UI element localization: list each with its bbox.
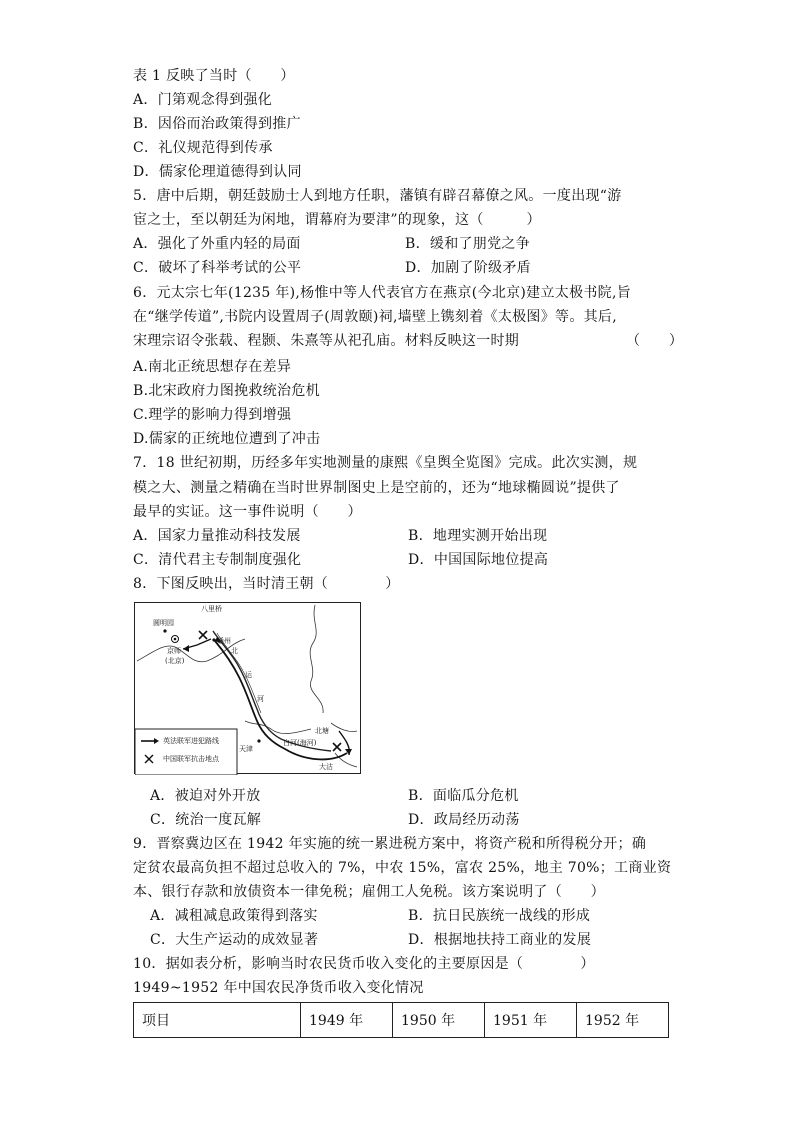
table-header-cell: 1951 年 bbox=[485, 1003, 577, 1038]
q5-line-1: 5．唐中后期，朝廷鼓励士人到地方任职，藩镇有辟召幕僚之风。一度出现“游 bbox=[133, 188, 622, 204]
q7-line-3: 最早的实证。这一事件说明（ ） bbox=[133, 504, 362, 520]
label-he: 河 bbox=[257, 695, 264, 703]
label-tongzhou: 通州 bbox=[217, 637, 231, 645]
label-yuanmingyuan: 圆明园 bbox=[153, 619, 174, 627]
q8-option-a: A．被迫对外开放 bbox=[150, 788, 261, 804]
q5-option-d: D．加剧了阶级矛盾 bbox=[405, 260, 531, 276]
q6-line-3: 宋理宗诏令张载、程颢、朱熹等从祀孔庙。材料反映这一时期 bbox=[133, 333, 520, 349]
q7-option-d: D．中国国际地位提高 bbox=[408, 552, 549, 568]
q4-stem: 表 1 反映了当时（ ） bbox=[133, 68, 295, 84]
table-header-cell: 1952 年 bbox=[577, 1003, 669, 1038]
q9-line-2: 定贫农最高负担不超过总收入的 7%，中农 15%，富农 25%，地主 70%；工商业资 bbox=[133, 860, 672, 876]
label-dagu: 大沽 bbox=[319, 763, 333, 771]
table-header-row bbox=[134, 1003, 669, 1038]
label-beijing: (北京) bbox=[165, 657, 185, 665]
q4-option-b: B．因俗而治政策得到推广 bbox=[133, 116, 301, 132]
historical-map bbox=[134, 602, 361, 774]
label-bei: 北 bbox=[231, 647, 238, 655]
q9-line-3: 本、银行存款和放债资本一律免税；雇佣工人免税。该方案说明了（ ） bbox=[133, 884, 605, 900]
table-header-cell: 项目 bbox=[134, 1003, 301, 1038]
q6-option-b: B.北宋政府力图挽救统治危机 bbox=[133, 383, 320, 399]
q7-line-2: 模之大、测量之精确在当时世界制图史上是空前的，还为“地球椭圆说”提供了 bbox=[133, 480, 620, 496]
q7-option-b: B．地理实测开始出现 bbox=[408, 528, 548, 544]
q6-option-c: C.理学的影响力得到增强 bbox=[133, 407, 292, 423]
q6-line-1: 6．元太宗七年(1235 年),杨惟中等人代表官方在燕京(今北京)建立太极书院,旨 bbox=[133, 285, 632, 301]
q7-option-c: C．清代君主专制制度强化 bbox=[133, 552, 302, 568]
q8-option-b: B．面临瓜分危机 bbox=[408, 788, 519, 804]
q10-table-caption: 1949~1952 年中国农民净货币收入变化情况 bbox=[133, 980, 424, 996]
q6-line-2: 在“继学传道”,书院内设置周子(周敦颐)祠,墙壁上镌刻着《太极图》等。其后, bbox=[133, 309, 617, 325]
legend-route-label: 英法联军进犯路线 bbox=[163, 737, 219, 745]
q6-option-d: D.儒家的正统地位遭到了冲击 bbox=[133, 431, 321, 447]
q7-line-1: 7．18 世纪初期，历经多年实地测量的康熙《皇舆全览图》完成。此次实测，规 bbox=[133, 455, 638, 471]
label-tianjin: 天津 bbox=[239, 745, 253, 753]
label-jingshi: 京师 bbox=[167, 647, 181, 655]
q4-option-c: C．礼仪规范得到传承 bbox=[133, 140, 273, 156]
label-beitang: 北塘 bbox=[315, 727, 329, 735]
q9-option-a: A．减租减息政策得到落实 bbox=[150, 908, 318, 924]
q9-option-d: D．根据地扶持工商业的发展 bbox=[408, 932, 592, 948]
q10-stem: 10．据如表分析，影响当时农民货币收入变化的主要原因是（ ） bbox=[133, 956, 595, 972]
q9-line-1: 9．晋察冀边区在 1942 年实施的统一累进税方案中，将资产税和所得税分开；确 bbox=[133, 836, 647, 852]
q8-stem: 8．下图反映出，当时清王朝（ ） bbox=[133, 576, 400, 592]
q6-answer-paren: （ ） bbox=[626, 333, 684, 349]
q5-option-a: A．强化了外重内轻的局面 bbox=[133, 236, 301, 252]
q6-option-a: A.南北正统思想存在差异 bbox=[133, 359, 292, 375]
table-header-cell: 1949 年 bbox=[301, 1003, 393, 1038]
income-table bbox=[133, 1002, 669, 1038]
q9-option-c: C．大生产运动的成效显著 bbox=[150, 932, 319, 948]
table-header-cell: 1950 年 bbox=[393, 1003, 485, 1038]
q5-line-2: 宦之士，至以朝廷为闲地，谓幕府为要津”的现象，这（ ） bbox=[133, 212, 541, 228]
q4-option-a: A．门第观念得到强化 bbox=[133, 92, 273, 108]
q4-option-d: D．儒家伦理道德得到认同 bbox=[133, 164, 302, 180]
label-baihe: 白河(海河) bbox=[283, 739, 317, 747]
legend-resist-label: 中国联军抗击地点 bbox=[163, 755, 219, 763]
q8-option-c: C．统治一度瓦解 bbox=[150, 812, 262, 828]
q8-option-d: D．政局经历动荡 bbox=[408, 812, 520, 828]
label-yun: 运 bbox=[245, 671, 252, 679]
q5-option-b: B．缓和了朋党之争 bbox=[405, 236, 530, 252]
label-baliqiao: 八里桥 bbox=[201, 605, 222, 613]
q5-option-c: C．破坏了科举考试的公平 bbox=[133, 260, 302, 276]
q7-option-a: A．国家力量推动科技发展 bbox=[133, 528, 301, 544]
q9-option-b: B．抗日民族统一战线的形成 bbox=[408, 908, 591, 924]
